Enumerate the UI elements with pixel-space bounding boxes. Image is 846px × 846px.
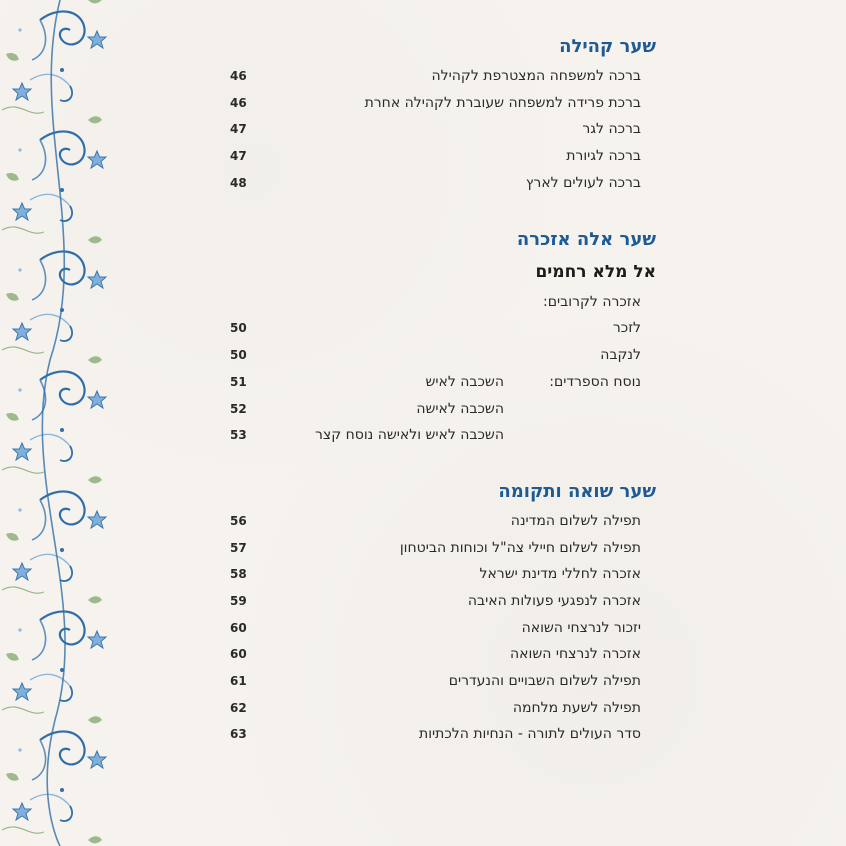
toc-row[interactable] — [225, 95, 641, 115]
toc-row[interactable] — [225, 148, 641, 168]
toc-entry-title: תפילה לשלום חיילי צה"ל וכוחות הביטחון — [399, 540, 641, 556]
toc-page-number: 47 — [230, 122, 247, 136]
toc-page-number: 58 — [230, 567, 247, 581]
toc-row[interactable] — [225, 427, 504, 447]
toc-row[interactable] — [225, 374, 504, 394]
section-heading-community: שער קהילה — [559, 36, 656, 57]
toc-page-number: 63 — [230, 727, 247, 741]
toc-entry-title: אזכרה לחללי מדינת ישראל — [479, 566, 641, 582]
toc-row[interactable] — [225, 620, 641, 640]
toc-entry-title: ברכה לגיורת — [566, 148, 641, 164]
toc-entry-title: ברכה לעולים לארץ — [525, 175, 641, 191]
sephardi-label: נוסח הספרדים: — [549, 374, 641, 390]
toc-page-number: 46 — [230, 69, 247, 83]
toc-entry-title: השכבה לאישה — [416, 401, 504, 417]
section-heading-holocaust-revival: שער שואה ותקומה — [498, 481, 656, 502]
toc-entry-title: אזכרה לנפגעי פעולות האיבה — [467, 593, 641, 609]
toc-page-number: 56 — [230, 514, 247, 528]
toc-entry-title: יזכור לנרצחי השואה — [521, 620, 641, 636]
toc-row[interactable] — [225, 513, 641, 533]
toc-entry-title: סדר העולים לתורה - הנחיות הלכתיות — [419, 726, 641, 742]
toc-page-number: 48 — [230, 176, 247, 190]
toc-page-number: 60 — [230, 647, 247, 661]
toc-entry-title: ברכה לגר — [582, 121, 641, 137]
toc-page-number: 59 — [230, 594, 247, 608]
toc-page-number: 50 — [230, 321, 247, 335]
toc-page-number: 52 — [230, 402, 247, 416]
toc-page-number: 62 — [230, 701, 247, 715]
toc-entry-title: תפילה לשעת מלחמה — [512, 700, 641, 716]
toc-row[interactable] — [225, 121, 641, 141]
toc-row[interactable] — [225, 320, 641, 340]
toc-row[interactable] — [225, 646, 641, 666]
toc-entry-title: לזכר — [612, 320, 641, 336]
toc-entry-title: השכבה לאיש — [425, 374, 504, 390]
toc-page-number: 51 — [230, 375, 247, 389]
toc-row[interactable] — [225, 593, 641, 613]
toc-row[interactable] — [225, 68, 641, 88]
toc-page-number: 53 — [230, 428, 247, 442]
toc-entry-title: תפילה לשלום השבויים והנעדרים — [448, 673, 641, 689]
toc-row[interactable] — [225, 726, 641, 746]
toc-entry-title: תפילה לשלום המדינה — [510, 513, 641, 529]
toc-row[interactable] — [225, 540, 641, 560]
toc-page-number: 57 — [230, 541, 247, 555]
subsection-heading-el-male-rachamim: אל מלא רחמים — [535, 262, 656, 282]
relatives-label: אזכרה לקרובים: — [543, 294, 641, 310]
toc-entry-title: ברכת פרידה למשפחה שעוברת לקהילה אחרת — [364, 95, 641, 111]
toc-entry-title: השכבה לאיש ולאישה נוסח קצר — [315, 427, 504, 443]
section-heading-memorial: שער אלה אזכרה — [516, 229, 656, 250]
toc-page-number: 47 — [230, 149, 247, 163]
toc-row[interactable] — [225, 673, 641, 693]
toc-row[interactable] — [225, 175, 641, 195]
toc-page-number: 60 — [230, 621, 247, 635]
toc-row[interactable] — [225, 700, 641, 720]
toc-page-number: 50 — [230, 348, 247, 362]
toc-entry-title: ברכה למשפחה המצטרפת לקהילה — [431, 68, 641, 84]
toc-entry-title: אזכרה לנרצחי השואה — [510, 646, 641, 662]
toc-entry-title: לנקבה — [600, 347, 641, 363]
toc-row[interactable] — [225, 566, 641, 586]
toc-page-number: 61 — [230, 674, 247, 688]
toc-row[interactable] — [225, 347, 641, 367]
toc-page-number: 46 — [230, 96, 247, 110]
toc-row[interactable] — [225, 401, 504, 421]
